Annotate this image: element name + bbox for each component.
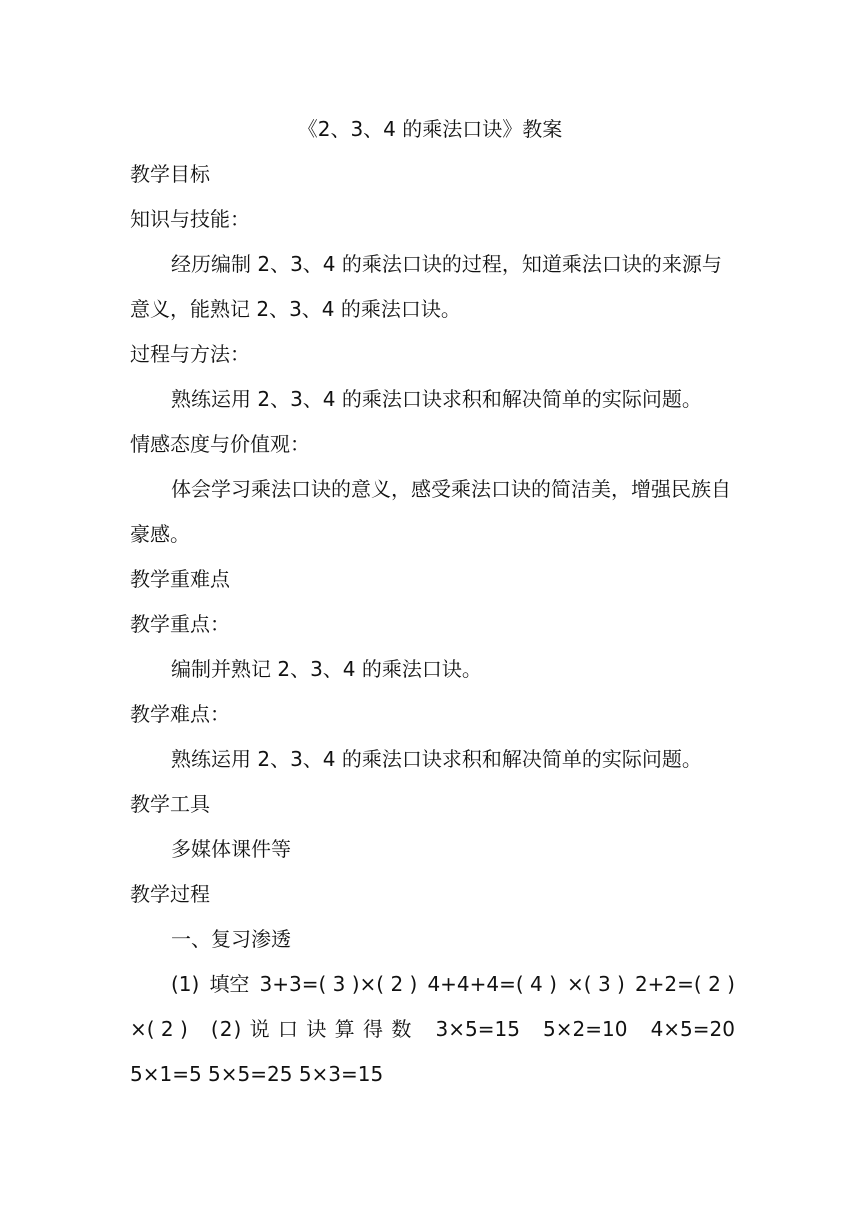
knowledge-text-line2: 意义，能熟记 2、3、4 的乘法口诀。 [130,297,461,321]
tools-text: 多媒体课件等 [171,837,291,861]
fill-blank-label: 填空 [209,972,250,996]
expression: 4×5=20 [650,1017,735,1041]
item-number: (1) [171,972,200,996]
oral-calc-row [130,1017,735,1041]
focus-text: 编制并熟记 2、3、4 的乘法口诀。 [171,657,482,681]
emotion-text-line2: 豪感。 [130,522,190,546]
expression: 5×2=10 [543,1017,628,1041]
expression: 3+3=( 3 )×( 2 ) [259,972,418,996]
expression: 4+4+4=( 4 ) [427,972,557,996]
process-heading: 教学过程 [130,882,210,906]
emotion-text-line1: 体会学习乘法口诀的意义，感受乘法口诀的简洁美，增强民族自 [171,477,731,501]
fill-blank-row [171,972,735,996]
difficulty-label: 教学难点： [130,702,230,726]
difficulty-text: 熟练运用 2、3、4 的乘法口诀求积和解决简单的实际问题。 [171,747,702,771]
key-points-heading: 教学重难点 [130,567,230,591]
expression: 3×5=15 [435,1017,520,1041]
objectives-heading: 教学目标 [130,162,210,186]
oral-calc-row-continued: 5×1=5 5×5=25 5×3=15 [130,1062,384,1086]
focus-label: 教学重点： [130,612,230,636]
expression: ×( 3 ) [567,972,625,996]
document-title: 《2、3、4 的乘法口诀》教案 [297,117,563,141]
knowledge-label: 知识与技能： [130,207,250,231]
process-method-text: 熟练运用 2、3、4 的乘法口诀求积和解决简单的实际问题。 [171,387,702,411]
oral-calc-label: (2) 说 口 诀 算 得 数 [210,1017,413,1041]
expression: ×( 2 ) [130,1017,188,1041]
knowledge-text-line1: 经历编制 2、3、4 的乘法口诀的过程，知道乘法口诀的来源与 [171,252,722,276]
emotion-label: 情感态度与价值观： [130,432,310,456]
review-section-title: 一、复习渗透 [171,927,291,951]
tools-heading: 教学工具 [130,792,210,816]
process-method-label: 过程与方法： [130,342,250,366]
expression: 2+2=( 2 ) [634,972,735,996]
